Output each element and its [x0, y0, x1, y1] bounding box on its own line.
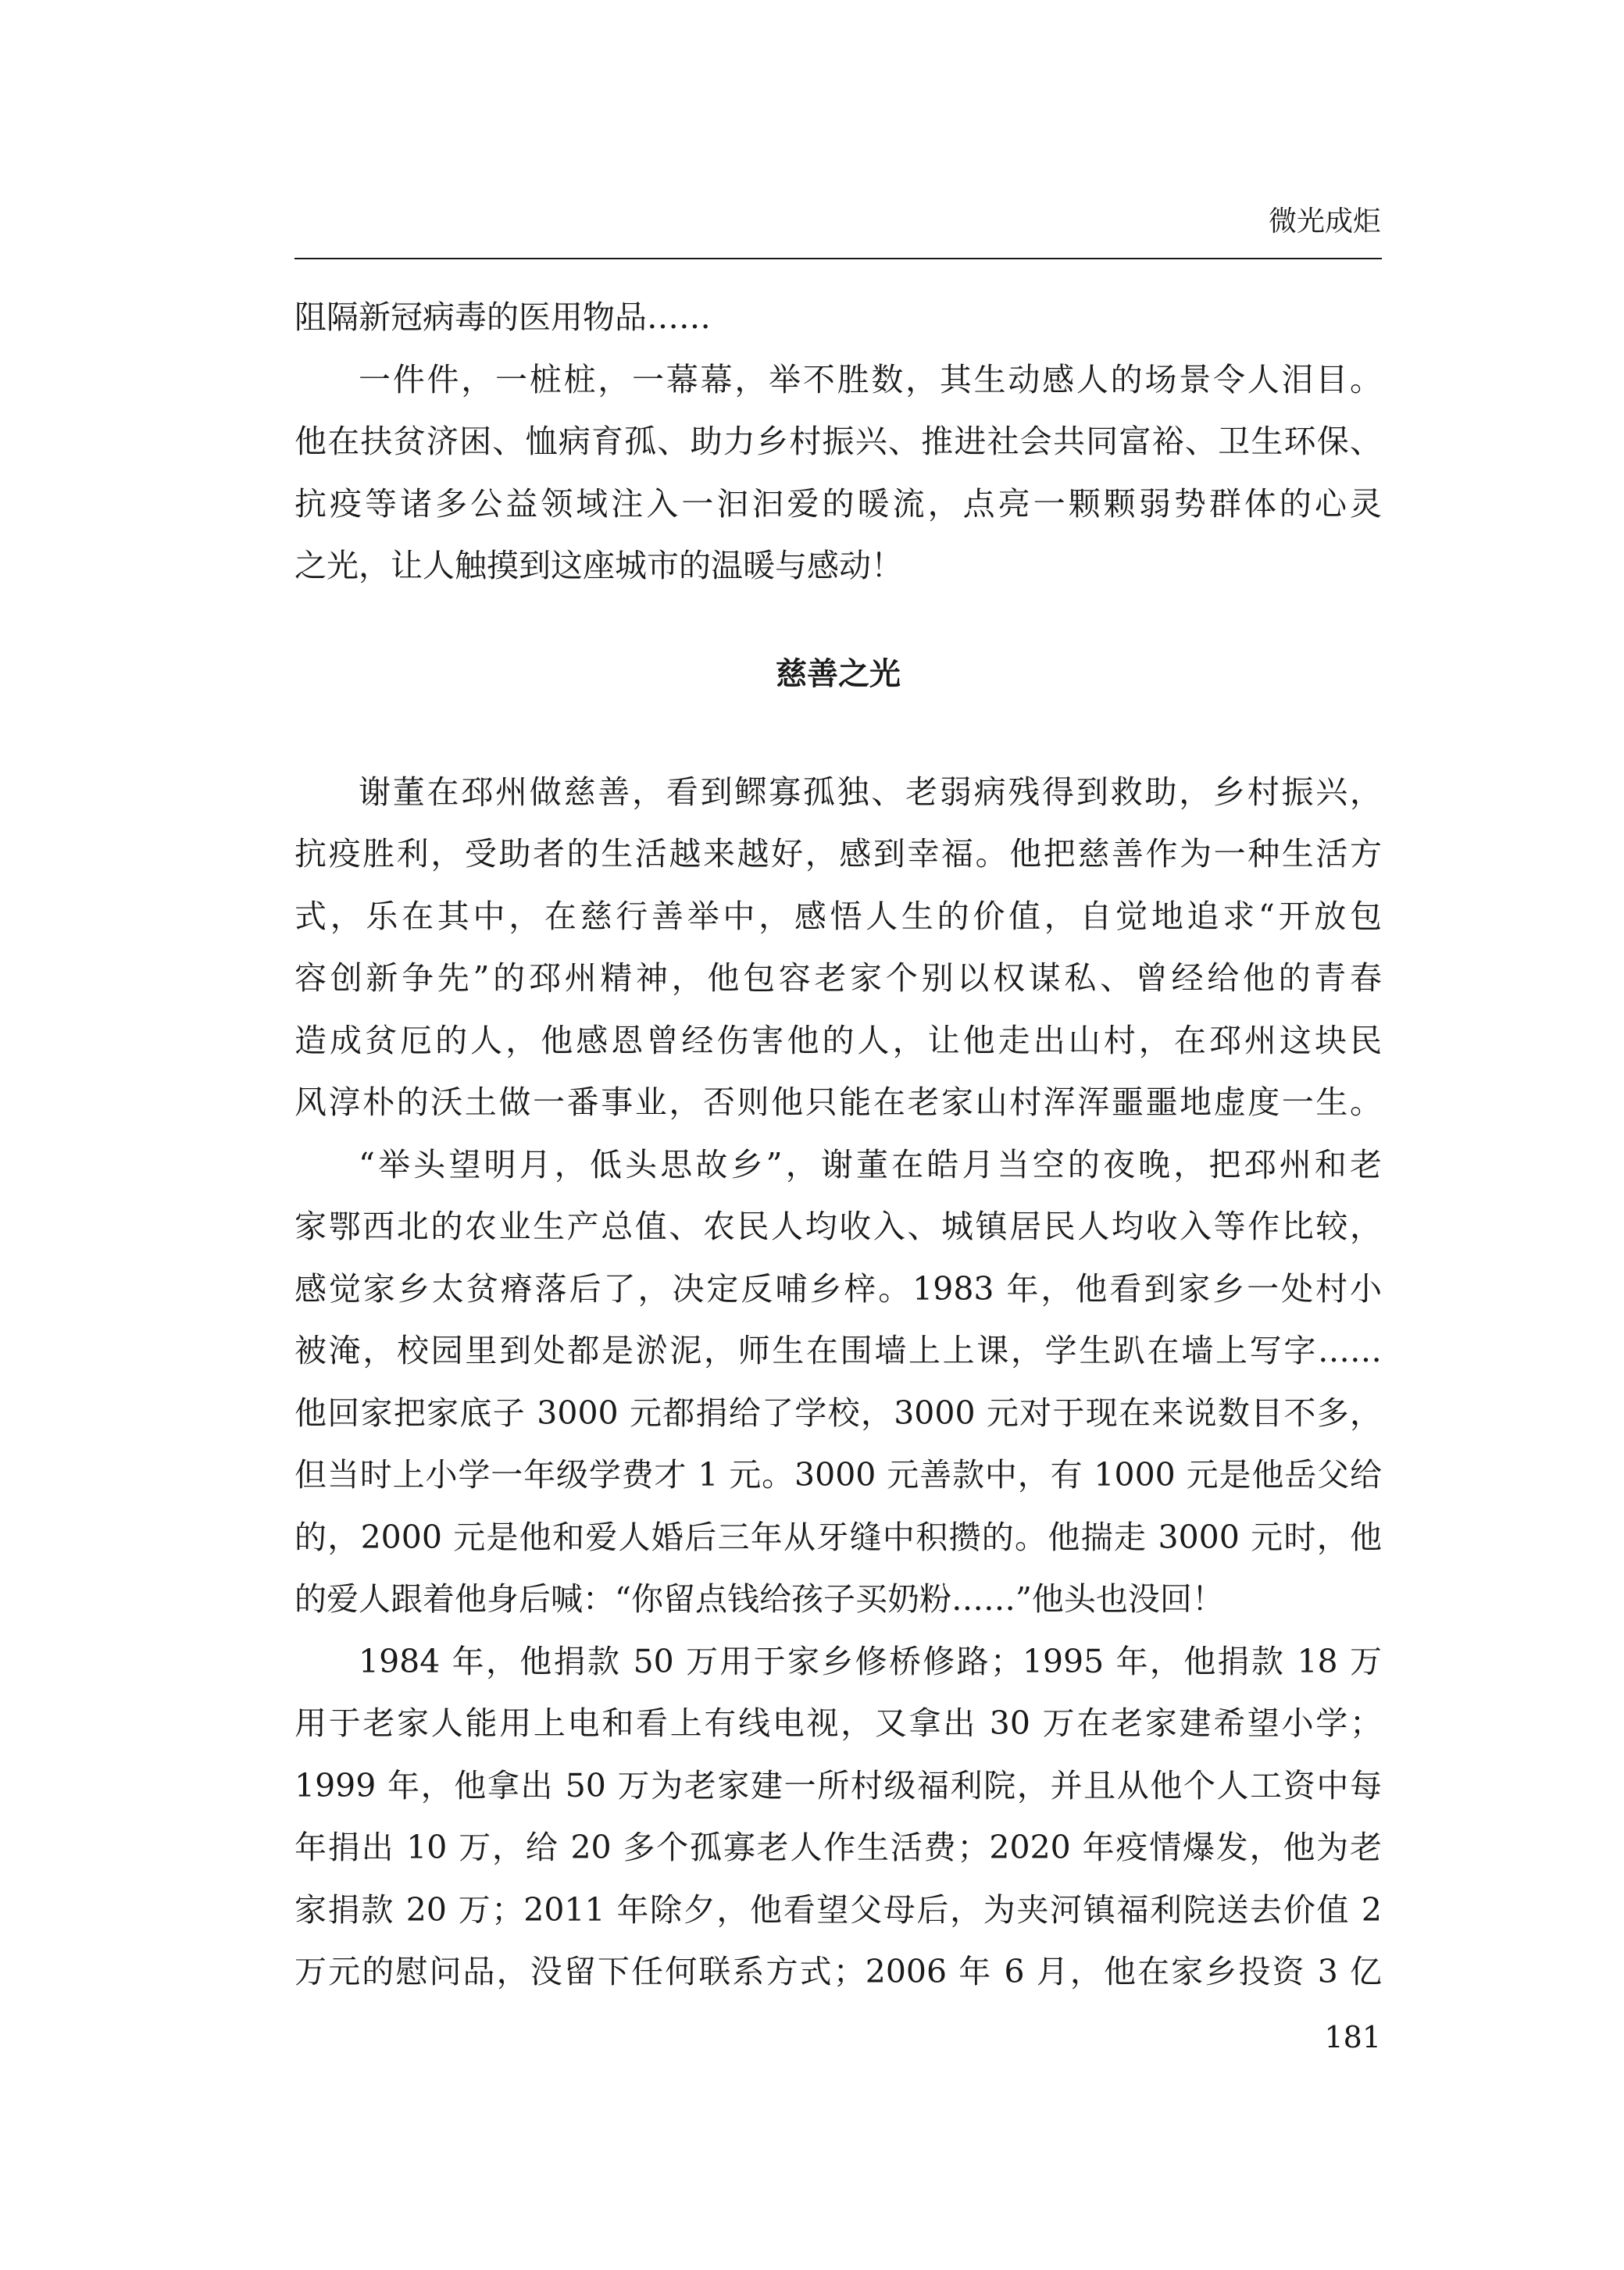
paragraph-line: 家鄂西北的农业生产总值、农民人均收入、城镇居民人均收入等作比较， — [294, 1208, 1382, 1245]
paragraph-line: 1999 年，他拿出 50 万为老家建一所村级福利院，并且从他个人工资中每 — [294, 1767, 1382, 1804]
page-number: 181 — [1324, 2020, 1381, 2054]
paragraph-line: 的，2000 元是他和爱人婚后三年从牙缝中积攒的。他揣走 3000 元时，他 — [294, 1519, 1382, 1556]
paragraph-line: 家捐款 20 万；2011 年除夕，他看望父母后，为夹河镇福利院送去价值 2 — [294, 1891, 1382, 1929]
section-title: 慈善之光 — [776, 656, 901, 692]
paragraph-line: 谢董在邳州做慈善，看到鳏寡孤独、老弱病残得到救助，乡村振兴， — [359, 773, 1382, 811]
paragraph-line: 万元的慰问品，没留下任何联系方式；2006 年 6 月，他在家乡投资 3 亿 — [294, 1953, 1382, 1990]
paragraph-line: 抗疫胜利，受助者的生活越来越好，感到幸福。他把慈善作为一种生活方 — [294, 835, 1382, 873]
intro-line: 他在扶贫济困、恤病育孤、助力乡村振兴、推进社会共同富裕、卫生环保、 — [294, 423, 1382, 460]
paragraph-line: 感觉家乡太贫瘠落后了，决定反哺乡梓。1983 年，他看到家乡一处村小 — [294, 1270, 1382, 1308]
intro-line: 抗疫等诸多公益领域注入一汩汩爱的暖流，点亮一颗颗弱势群体的心灵 — [294, 485, 1382, 523]
intro-line: 阻隔新冠病毒的医用物品…… — [294, 298, 711, 336]
running-head-title: 微光成炬 — [1268, 205, 1381, 237]
paragraph-line: 容创新争先”的邳州精神，他包容老家个别以权谋私、曾经给他的青春 — [294, 959, 1382, 997]
intro-line: 一件件，一桩桩，一幕幕，举不胜数，其生动感人的场景令人泪目。 — [359, 361, 1382, 398]
paragraph-line: 式，乐在其中，在慈行善举中，感悟人生的价值，自觉地追求“开放包 — [294, 898, 1382, 935]
paragraph-line: 他回家把家底子 3000 元都捐给了学校，3000 元对于现在来说数目不多， — [294, 1394, 1382, 1432]
paragraph-line: 年捐出 10 万，给 20 多个孤寡老人作生活费；2020 年疫情爆发，他为老 — [294, 1829, 1382, 1866]
paragraph-line: 1984 年，他捐款 50 万用于家乡修桥修路；1995 年，他捐款 18 万 — [359, 1643, 1382, 1680]
paragraph-line: 造成贫厄的人，他感恩曾经伤害他的人，让他走出山村，在邳州这块民 — [294, 1022, 1382, 1059]
paragraph-line: 被淹，校园里到处都是淤泥，师生在围墙上上课，学生趴在墙上写字…… — [294, 1332, 1382, 1369]
paragraph-line: 用于老家人能用上电和看上有线电视，又拿出 30 万在老家建希望小学； — [294, 1704, 1382, 1742]
intro-line: 之光，让人触摸到这座城市的温暖与感动！ — [294, 547, 903, 584]
paragraph-line: 的爱人跟着他身后喊：“你留点钱给孩子买奶粉……”他头也没回！ — [294, 1580, 1224, 1618]
paragraph-line: 风淳朴的沃土做一番事业，否则他只能在老家山村浑浑噩噩地虚度一生。 — [294, 1083, 1382, 1121]
paragraph-line: 但当时上小学一年级学费才 1 元。3000 元善款中，有 1000 元是他岳父给 — [294, 1456, 1382, 1494]
header-rule — [294, 258, 1382, 259]
paragraph-line: “举头望明月，低头思故乡”，谢董在皓月当空的夜晚，把邳州和老 — [359, 1146, 1382, 1183]
